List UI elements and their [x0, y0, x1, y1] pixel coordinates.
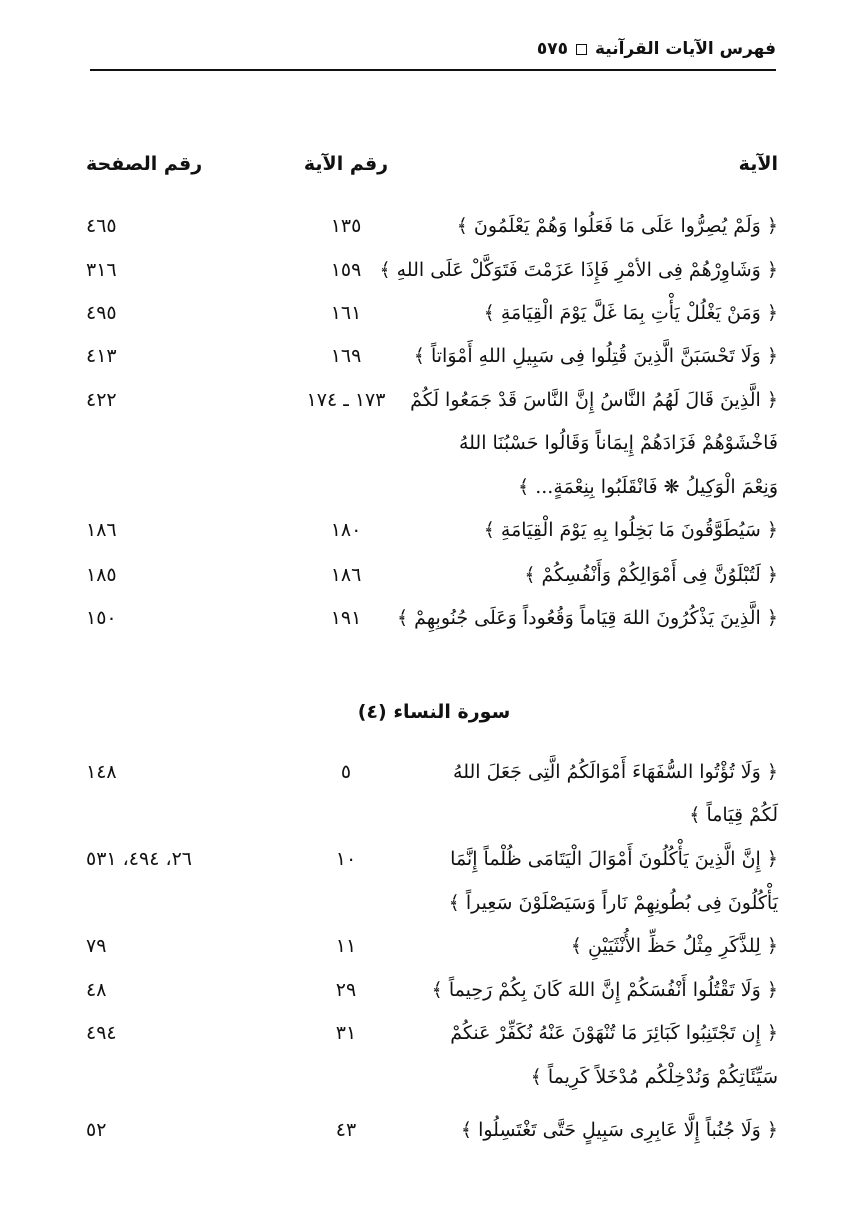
index-row: [0, 839, 868, 879]
header-rule: [90, 69, 776, 71]
index-row: [0, 336, 868, 376]
ayah-number: ١١: [335, 935, 357, 957]
running-header: [90, 34, 776, 64]
header-page-number: ٥٧٥: [536, 39, 568, 59]
ayah-number: [300, 795, 392, 835]
verse-text: فَاخْشَوْهُمْ فَزَادَهُمْ إِيمَاناً وَقَالُوا حَسْبُنَا اللهُ: [458, 432, 778, 454]
index-row: [0, 293, 868, 333]
page-reference: ١٨٥: [86, 564, 117, 586]
column-heading-verse: الآية: [738, 153, 778, 175]
ayah-number: ١٠: [335, 848, 357, 870]
page-reference: ٤٩٤: [86, 1022, 117, 1044]
page-reference: ١٤٨: [86, 761, 117, 783]
verse-text: يَأْكُلُونَ فِى بُطُونِهِمْ نَاراً وَسَيَصْلَوْنَ سَعِيراً ﴾: [448, 892, 778, 914]
ayah-number: ١٨٦: [330, 564, 362, 586]
header-title: فهرس الآيات القرآنية: [594, 39, 776, 59]
index-row: [0, 1057, 868, 1097]
page-reference: [86, 1057, 226, 1097]
ayah-number: [300, 883, 392, 923]
index-row: [0, 380, 868, 420]
verse-text: ﴿ وَلَمْ يُصِرُّوا عَلَى مَا فَعَلُوا وَهُمْ يَعْلَمُونَ ﴾: [456, 215, 778, 237]
ayah-number: [300, 1057, 392, 1097]
ayah-number: ١٩١: [330, 607, 362, 629]
verse-text: ﴿ وَلَا تَحْسَبَنَّ الَّذِينَ قُتِلُوا فِى سَبِيلِ اللهِ أَمْوَاتاً ﴾: [413, 345, 778, 367]
ayah-number: [300, 423, 392, 463]
index-row: [0, 1110, 868, 1150]
page-reference: [86, 883, 226, 923]
page-reference: [86, 467, 226, 507]
index-row: [0, 555, 868, 595]
index-row: [0, 467, 868, 507]
page-reference: [86, 795, 226, 835]
square-separator-icon: [576, 44, 587, 55]
verse-text: وَنِعْمَ الْوَكِيلُ ❋ فَانْقَلَبُوا بِنِعْمَةٍ... ﴾: [518, 476, 778, 498]
verse-text: ﴿ لِلذَّكَرِ مِثْلُ حَظِّ الأُنْثَيَيْنِ ﴾: [570, 935, 778, 957]
ayah-number: ١٦١: [330, 302, 362, 324]
verse-text: ﴿ وَلَا جُنُباً إِلَّا عَابِرِى سَبِيلٍ حَتَّى تَغْتَسِلُوا ﴾: [460, 1119, 778, 1141]
index-row: [0, 206, 868, 246]
verse-text: ﴿ لَتُبْلَوُنَّ فِى أَمْوَالِكُمْ وَأَنْفُسِكُمْ ﴾: [524, 564, 778, 586]
verse-text: ﴿ إِنَّ الَّذِينَ يَأْكُلُونَ أَمْوَالَ الْيَتَامَى ظُلْماً إِنَّمَا: [450, 848, 778, 870]
ayah-number: ١٦٩: [330, 345, 362, 367]
column-headings: [0, 144, 868, 184]
ayah-number: [300, 467, 392, 507]
verse-text: ﴿ الَّذِينَ قَالَ لَهُمُ النَّاسُ إِنَّ النَّاسَ قَدْ جَمَعُوا لَكُمْ: [410, 389, 778, 411]
column-heading-page: رقم الصفحة: [86, 153, 203, 175]
page-reference: ٤١٣: [86, 345, 117, 367]
ayah-number: ١٥٩: [330, 259, 362, 281]
page-reference: ٤٩٥: [86, 302, 117, 324]
page-reference: ٢٦، ٤٩٤، ٥٣١: [86, 848, 193, 870]
verse-text: ﴿ إِن تَجْتَنِبُوا كَبَائِرَ مَا تُنْهَوْنَ عَنْهُ نُكَفِّرْ عَنكُمْ: [450, 1022, 778, 1044]
page-reference: ٧٩: [86, 935, 107, 957]
index-row: [0, 795, 868, 835]
ayah-number: ١٣٥: [330, 215, 362, 237]
page-reference: [86, 423, 226, 463]
index-row: [0, 598, 868, 638]
index-row: [0, 250, 868, 290]
page-reference: ٤٢٢: [86, 389, 117, 411]
index-row: [0, 883, 868, 923]
column-heading-ayah: رقم الآية: [303, 153, 389, 175]
ayah-number: ٢٩: [335, 979, 357, 1001]
page-reference: ٣١٦: [86, 259, 117, 281]
verse-text: ﴿ وَشَاوِرْهُمْ فِى الأمْرِ فَإِذَا عَزَمْتَ فَتَوَكَّلْ عَلَى اللهِ ﴾: [379, 259, 778, 281]
page-reference: ١٥٠: [86, 607, 117, 629]
ayah-number: ٤٣: [335, 1119, 357, 1141]
page-reference: ٤٦٥: [86, 215, 117, 237]
index-row: [0, 752, 868, 792]
page-reference: ٥٢: [86, 1119, 107, 1141]
index-row: [0, 1013, 868, 1053]
index-row: [0, 510, 868, 550]
verse-text: ﴿ وَلَا تُؤْتُوا السُّفَهَاءَ أَمْوَالَكُمُ الَّتِى جَعَلَ اللهُ: [453, 761, 778, 783]
ayah-number: ٥: [340, 761, 352, 783]
index-row: [0, 926, 868, 966]
verse-text: ﴿ الَّذِينَ يَذْكُرُونَ اللهَ قِيَاماً وَقُعُوداً وَعَلَى جُنُوبِهِمْ ﴾: [396, 607, 778, 629]
verse-text: سَيِّئَاتِكُمْ وَنُدْخِلْكُم مُدْخَلاً كَرِيماً ﴾: [530, 1066, 778, 1088]
verse-text: ﴿ سَيُطَوَّقُونَ مَا بَخِلُوا بِهِ يَوْمَ الْقِيَامَةِ ﴾: [483, 519, 778, 541]
index-row: [0, 423, 868, 463]
ayah-number: ١٧٣ ـ ١٧٤: [306, 389, 386, 411]
verse-text: ﴿ وَلَا تَقْتُلُوا أَنْفُسَكُمْ إِنَّ اللهَ كَانَ بِكُمْ رَحِيماً ﴾: [431, 979, 778, 1001]
ayah-number: ١٨٠: [330, 519, 362, 541]
verse-text: لَكُمْ قِيَاماً ﴾: [689, 804, 778, 826]
page-reference: ١٨٦: [86, 519, 117, 541]
surah-heading: سورة النساء (٤): [357, 701, 511, 723]
ayah-number: ٣١: [335, 1022, 357, 1044]
index-row: [0, 970, 868, 1010]
verse-text: ﴿ وَمَنْ يَغْلُلْ يَأْتِ بِمَا غَلَّ يَوْمَ الْقِيَامَةِ ﴾: [483, 302, 778, 324]
page-reference: ٤٨: [86, 979, 107, 1001]
